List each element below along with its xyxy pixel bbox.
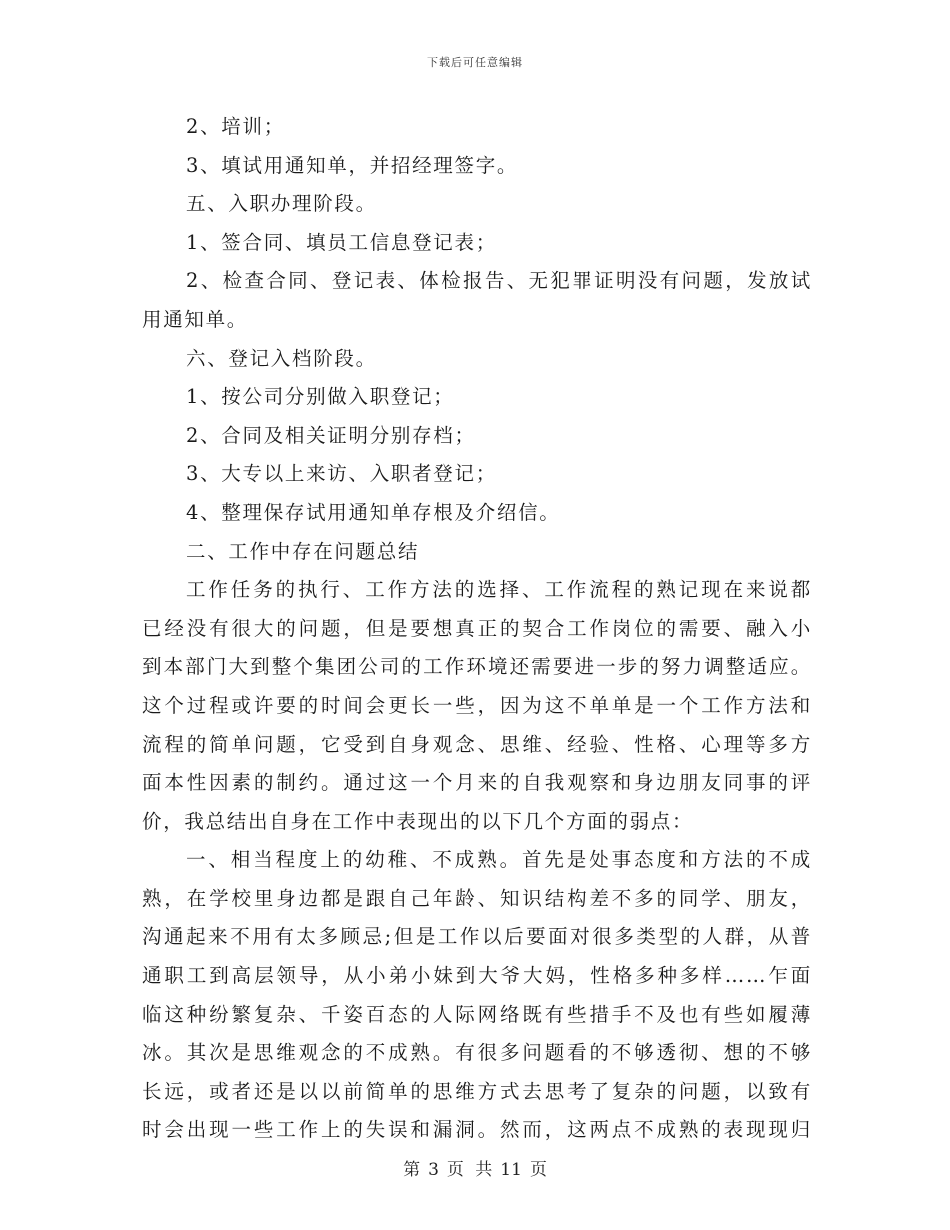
paragraph-line: 面本性因素的制约。通过这一个月来的自我观察和身边朋友同事的评 [142, 771, 812, 795]
paragraph-line: 通职工到高层领导，从小弟小妹到大爷大妈，性格多种多样……乍面 [142, 964, 812, 988]
paragraph-line: 时会出现一些工作上的失误和漏洞。然而，这两点不成熟的表现现归 [142, 1118, 812, 1142]
section-heading: 六、登记入档阶段。 [186, 346, 377, 370]
paragraph-line: 3、填试用通知单，并招经理签字。 [186, 153, 519, 177]
paragraph-line: 到本部门大到整个集团公司的工作环境还需要进一步的努力调整适应。 [142, 655, 812, 679]
paragraph-line: 2、合同及相关证明分别存档； [186, 423, 476, 447]
paragraph-line: 3、大专以上来访、入职者登记； [186, 462, 497, 486]
footer-prefix: 第 [403, 1160, 421, 1180]
section-heading: 二、工作中存在问题总结 [186, 539, 420, 563]
paragraph-line: 1、按公司分别做入职登记； [186, 385, 455, 409]
paragraph-line: 冰。其次是思维观念的不成熟。有很多问题看的不够透彻、想的不够 [142, 1041, 812, 1065]
paragraph-line: 2、培训； [186, 115, 285, 138]
paragraph-line: 临这种纷繁复杂、千姿百态的人际网络既有些措手不及也有些如履薄 [142, 1002, 812, 1026]
current-page-number: 3 [428, 1160, 439, 1180]
document-body [142, 108, 812, 1150]
paragraph-line: 熟，在学校里身边都是跟自己年龄、知识结构差不多的同学、朋友， [142, 886, 812, 910]
paragraph-line: 工作任务的执行、工作方法的选择、工作流程的熟记现在来说都 [186, 578, 812, 602]
paragraph-line: 价，我总结出自身在工作中表现出的以下几个方面的弱点： [142, 809, 694, 833]
paragraph-line: 一、相当程度上的幼稚、不成熟。首先是处事态度和方法的不成 [186, 848, 812, 872]
footer-middle: 页 共 [446, 1160, 493, 1180]
paragraph-line: 沟通起来不用有太多顾忌;但是工作以后要面对很多类型的人群，从普 [142, 925, 812, 949]
footer-suffix: 页 [529, 1160, 547, 1180]
paragraph-line: 2、检查合同、登记表、体检报告、无犯罪证明没有问题，发放试 [186, 269, 812, 293]
page-header: 下载后可任意编辑 [427, 56, 523, 69]
paragraph-line: 长远，或者还是以以前简单的思维方式去思考了复杂的问题，以致有 [142, 1079, 812, 1103]
paragraph-line: 1、签合同、填员工信息登记表； [186, 230, 497, 254]
paragraph-line: 用通知单。 [142, 307, 249, 331]
paragraph-line: 已经没有很大的问题，但是要想真正的契合工作岗位的需要、融入小 [142, 616, 812, 640]
paragraph-line: 流程的简单问题，它受到自身观念、思维、经验、性格、心理等多方 [142, 732, 812, 756]
section-heading: 五、入职办理阶段。 [186, 192, 377, 216]
paragraph-line: 4、整理保存试用通知单存根及介绍信。 [186, 500, 561, 524]
page-footer [0, 1155, 950, 1180]
total-page-count: 11 [500, 1160, 522, 1180]
paragraph-line: 这个过程或许要的时间会更长一些，因为这不单单是一个工作方法和 [142, 693, 812, 717]
